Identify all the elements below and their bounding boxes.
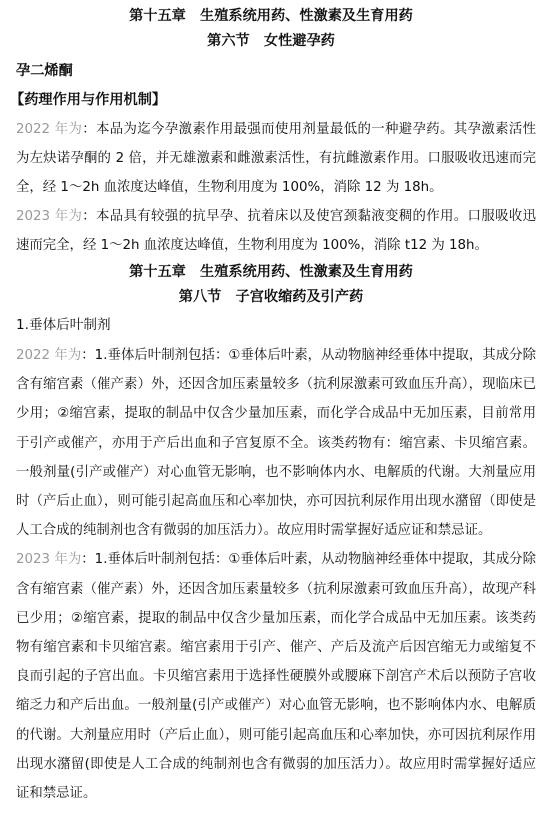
entry-text: ：1.垂体后叶制剂包括：①垂体后叶素，从动物脑神经垂体中提取，其成分除含有缩宫素（催产素）外，还因含加压素量较多（抗利尿激素可致血压升高），现临床已少用；②缩宫素，提取的制品中仅含少量加压素，而化学合成品中无加压素，目前常用于引产或催产，亦用于产后出血和子宫复原不全。该类药物有：缩宫素、卡贝缩宫素。一般剂量(引产或催产）对心血管无影响，也不影响体内水、电解质的代谢。大剂量应用时（产后止血），则可能引起高血压和心率加快，亦可因抗利尿作用出现水潴留（即使是人工合成的纯制剂也含有微弱的加压活力）。故应用时需掌握好适应证和禁忌证。 [16,348,536,539]
entry-text: ：本品具有较强的抗早孕、抗着床以及使宫颈黏液变稠的作用。口服吸收迅速而完全，经 1～2h 血浓度达峰值，生物利用度为 100%，消除 t12 为 18h。 [16,209,536,253]
year-label: 2023 年为 [16,209,83,224]
entry-paragraph [16,341,536,545]
chapter-title: 第十五章 生殖系统用药、性激素及生育用药 [129,264,413,280]
entry-paragraph [16,202,536,260]
year-label: 2022 年为 [16,122,83,137]
entry-text: ：本品为迄今孕激素作用最强而使用剂量最低的一种避孕药。其孕激素活性为左炔诺孕酮的 2 倍，并无雄激素和雌激素活性，有抗雌激素作用。口服吸收迅速而完全，经 1～2h 血浓度达峰值，生物利用度为 100%，消除 12 为 18h。 [16,122,536,195]
entry-paragraph [16,545,536,808]
drug-name-heading: 孕二烯酮 [16,63,73,79]
section-title: 第八节 子宫收缩药及引产药 [178,289,364,305]
year-label: 2022 年为 [16,348,82,363]
chapter-title: 第十五章 生殖系统用药、性激素及生育用药 [129,8,413,24]
entry-text: ：1.垂体后叶制剂包括：①垂体后叶素，从动物脑神经垂体中提取，其成分除含有缩宫素（催产素）外，还因含加压素量较多（抗利尿激素可致血压升高），故现产科已少用；②缩宫素，提取的制品中仅含少量加压素，而化学合成品中无加压素。该类药物有缩宫素和卡贝缩宫素。缩宫素用于引产、催产、产后及流产后因宫缩无力或缩复不良而引起的子宫出血。卡贝缩宫素用于选择性硬膜外或腰麻下剖宫产术后以预防子宫收缩乏力和产后出血。一般剂量(引产或催产）对心血管无影响，也不影响体内水、电解质的代谢。大剂量应用时（产后止血），则可能引起高血压和心率加快，亦可因抗利尿作用出现水潴留(即使是人工合成的纯制剂也含有微弱的加压活力）。故应用时需掌握好适应证和禁忌证。 [16,552,536,802]
mechanism-heading: 【药理作用与作用机制】 [10,92,167,108]
item-title: 1.垂体后叶制剂 [16,317,111,333]
entry-paragraph [16,115,536,202]
section-title: 第六节 女性避孕药 [207,33,335,49]
year-label: 2023 年为 [16,552,82,568]
